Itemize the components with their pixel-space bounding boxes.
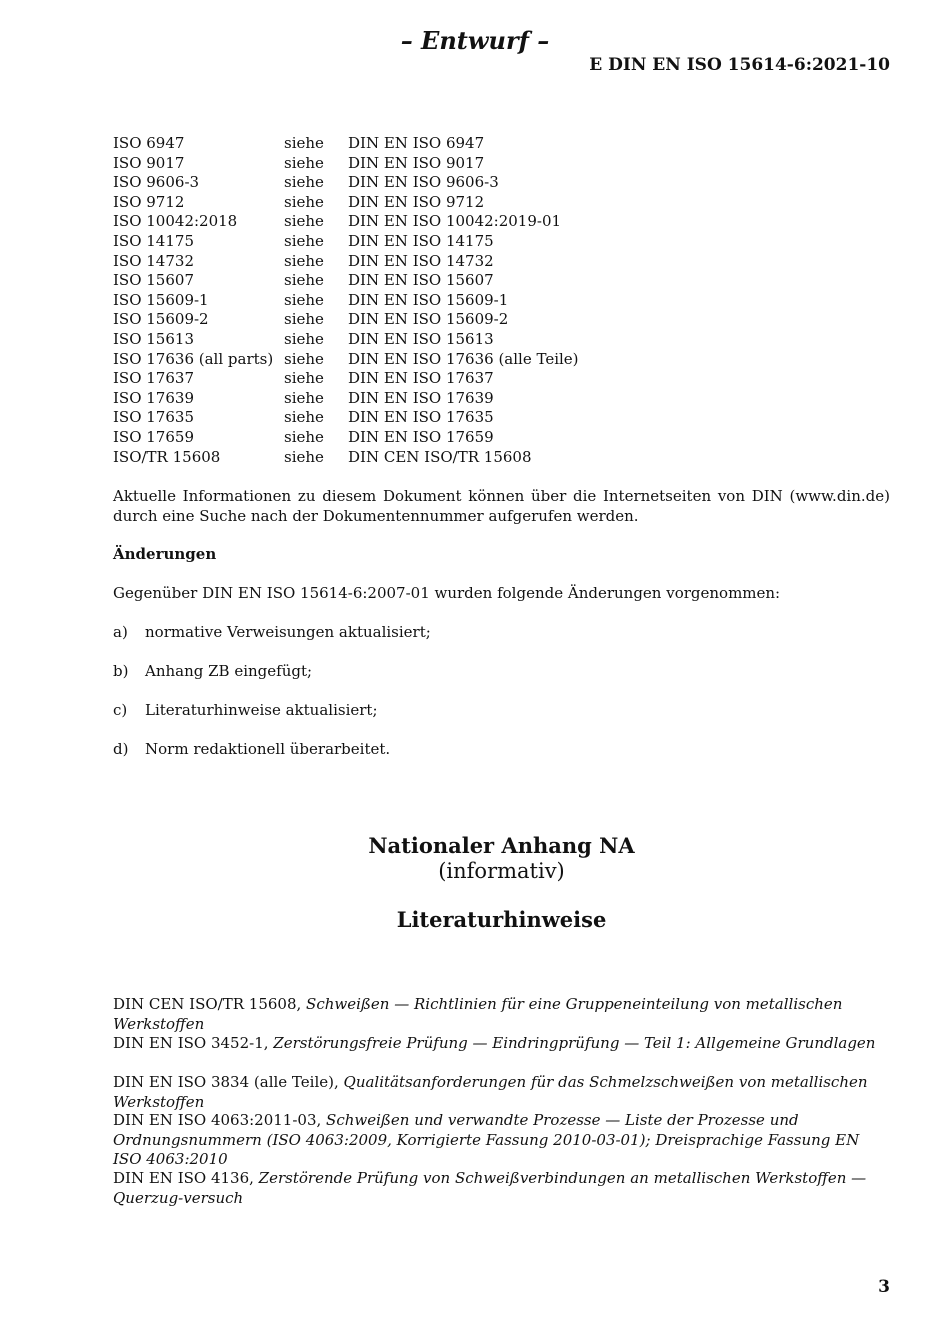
document-id: E DIN EN ISO 15614-6:2021-10 [589, 55, 890, 75]
entry-ref: DIN EN ISO 4136, [113, 1169, 259, 1187]
list-marker: d) [113, 740, 129, 758]
list-marker: c) [113, 701, 128, 719]
bibliography-heading: Literaturhinweise [396, 907, 607, 932]
see-label: siehe [284, 153, 324, 172]
info-paragraph: Aktuelle Informationen zu diesem Dokument können über die Internetseiten von DIN (www.din.de) durch eine Suche nach der Dokumentennummer aufgerufen werden. [113, 487, 890, 525]
see-label: siehe [284, 231, 324, 250]
see-label: siehe [284, 173, 324, 192]
see-label: siehe [284, 427, 324, 446]
list-text: Literaturhinweise aktualisiert; [145, 701, 378, 719]
iso-ref: ISO 14175 [113, 231, 194, 250]
list-item [113, 740, 390, 760]
see-label: siehe [284, 271, 324, 290]
see-label: siehe [284, 408, 324, 427]
annex-subtitle: (informativ) [438, 859, 565, 883]
din-ref: DIN EN ISO 17639 [348, 388, 494, 407]
din-ref: DIN EN ISO 9606-3 [348, 173, 499, 192]
entry-title: Schweißen und verwandte Prozesse — Liste der Prozesse und Ordnungsnummern (ISO 4063:2009, Korrigierte Fassung 2010-03-01); Dreisprachige Fassung EN ISO 4063:2010 [113, 1111, 860, 1168]
din-ref: DIN EN ISO 15609-1 [348, 290, 509, 309]
list-item [113, 662, 312, 682]
see-label: siehe [284, 251, 324, 270]
iso-ref: ISO 15609-2 [113, 310, 209, 329]
bibliography-entry [113, 1034, 890, 1054]
entry-ref: DIN EN ISO 3834 (alle Teile), [113, 1073, 344, 1091]
din-ref: DIN EN ISO 17637 [348, 369, 494, 388]
din-ref: DIN EN ISO 14732 [348, 251, 494, 270]
list-text: Norm redaktionell überarbeitet. [145, 740, 391, 758]
iso-ref: ISO 17636 (all parts) [113, 349, 274, 368]
entry-title: Schweißen — Richtlinien für eine Gruppeneinteilung von metallischen Werkstoffen [113, 995, 843, 1033]
iso-ref: ISO 17637 [113, 369, 194, 388]
annex-title: Nationaler Anhang NA [368, 833, 635, 858]
iso-ref: ISO 17635 [113, 408, 194, 427]
iso-ref: ISO 6947 [113, 134, 185, 152]
list-text: normative Verweisungen aktualisiert; [145, 623, 431, 641]
see-label: siehe [284, 369, 324, 388]
see-label: siehe [284, 212, 324, 231]
list-marker: b) [113, 662, 129, 680]
see-label: siehe [284, 134, 324, 152]
iso-ref: ISO 14732 [113, 251, 194, 270]
din-ref: DIN EN ISO 17636 (alle Teile) [348, 349, 579, 368]
din-ref: DIN EN ISO 17659 [348, 427, 494, 446]
see-label: siehe [284, 388, 324, 407]
list-item [113, 623, 431, 643]
din-ref: DIN CEN ISO/TR 15608 [348, 447, 532, 466]
bibliography-entry [113, 995, 890, 1034]
din-ref: DIN EN ISO 15607 [348, 271, 494, 290]
din-ref: DIN EN ISO 9017 [348, 153, 485, 172]
iso-ref: ISO 15613 [113, 329, 194, 348]
entry-title: Zerstörende Prüfung von Schweißverbindungen an metallischen Werkstoffen — Querzug-versuch [113, 1169, 867, 1207]
draft-label: – Entwurf – [400, 26, 550, 55]
entry-ref: DIN EN ISO 4063:2011-03, [113, 1111, 327, 1129]
iso-ref: ISO 17639 [113, 388, 194, 407]
din-ref: DIN EN ISO 9712 [348, 192, 485, 211]
iso-ref: ISO 15607 [113, 271, 194, 290]
bibliography-entry [113, 1073, 890, 1112]
iso-ref: ISO 10042:2018 [113, 212, 238, 231]
see-label: siehe [284, 290, 324, 309]
see-label: siehe [284, 349, 324, 368]
iso-ref: ISO 9606-3 [113, 173, 200, 192]
entry-title: Qualitätsanforderungen für das Schmelzschweißen von metallischen Werkstoffen [113, 1073, 868, 1111]
iso-ref: ISO 9712 [113, 192, 185, 211]
bibliography-entry [113, 1169, 890, 1208]
entry-ref: DIN EN ISO 3452-1, [113, 1034, 274, 1052]
list-item [113, 701, 378, 721]
din-ref: DIN EN ISO 6947 [348, 134, 485, 152]
iso-ref: ISO 15609-1 [113, 290, 209, 309]
page-number: 3 [878, 1277, 890, 1297]
din-ref: DIN EN ISO 15609-2 [348, 310, 509, 329]
see-label: siehe [284, 447, 324, 466]
din-ref: DIN EN ISO 14175 [348, 231, 494, 250]
entry-title: Zerstörungsfreie Prüfung — Eindringprüfung — Teil 1: Allgemeine Grundlagen [273, 1034, 876, 1052]
iso-ref: ISO 9017 [113, 153, 185, 172]
din-ref: DIN EN ISO 10042:2019-01 [348, 212, 562, 231]
see-label: siehe [284, 192, 324, 211]
see-label: siehe [284, 310, 324, 329]
iso-ref: ISO/TR 15608 [113, 447, 221, 466]
entry-ref: DIN CEN ISO/TR 15608, [113, 995, 307, 1013]
bibliography-entry [113, 1111, 890, 1170]
din-ref: DIN EN ISO 15613 [348, 329, 494, 348]
list-marker: a) [113, 623, 128, 641]
list-text: Anhang ZB eingefügt; [145, 662, 313, 680]
changes-intro: Gegenüber DIN EN ISO 15614-6:2007-01 wurden folgende Änderungen vorgenommen: [113, 584, 781, 602]
see-label: siehe [284, 329, 324, 348]
changes-heading: Änderungen [113, 545, 217, 563]
iso-ref: ISO 17659 [113, 427, 194, 446]
din-ref: DIN EN ISO 17635 [348, 408, 494, 427]
